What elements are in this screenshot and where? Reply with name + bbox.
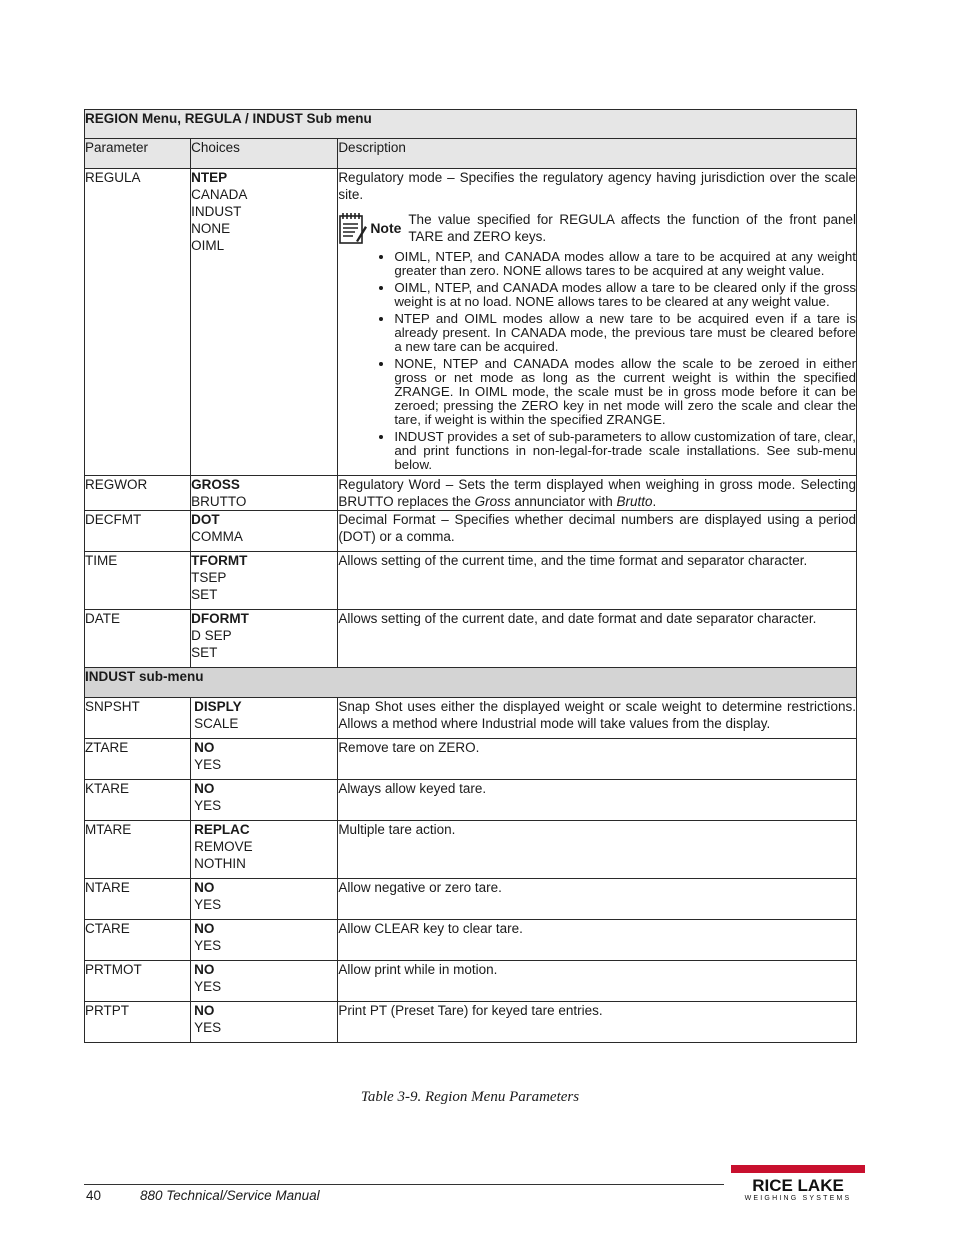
param-cell: SNPSHT xyxy=(85,698,191,739)
header-description: Description xyxy=(338,139,857,169)
table-row xyxy=(85,739,857,780)
footer-rule xyxy=(84,1184,724,1185)
choice: TSEP xyxy=(191,570,227,585)
param-cell: DATE xyxy=(85,610,191,668)
table-row xyxy=(85,879,857,920)
default-choice: DISPLY xyxy=(194,699,242,714)
choices-cell xyxy=(191,169,338,476)
choices-cell xyxy=(191,961,338,1002)
choices-cell xyxy=(191,476,338,511)
logo-wordmark: RICE LAKE xyxy=(752,1176,844,1195)
choices-cell xyxy=(191,879,338,920)
default-choice: DOT xyxy=(191,512,220,527)
param-cell: REGWOR xyxy=(85,476,191,511)
param-cell: TIME xyxy=(85,552,191,610)
choice: YES xyxy=(194,798,222,813)
note-label: Note xyxy=(370,219,402,236)
rice-lake-logo xyxy=(728,1165,868,1202)
indust-submenu-row xyxy=(85,668,857,698)
choice: YES xyxy=(194,757,222,772)
param-cell: DECFMT xyxy=(85,511,191,552)
table-row xyxy=(85,920,857,961)
choice: NOTHIN xyxy=(194,856,246,871)
choices-cell xyxy=(191,552,338,610)
description-text: annunciator with xyxy=(510,494,617,509)
choices-cell xyxy=(191,821,338,879)
param-cell: PRTMOT xyxy=(85,961,191,1002)
param-cell: KTARE xyxy=(85,780,191,821)
list-item: • OIML, NTEP, and CANADA modes allow a tare to be acquired at any weight greater than zero. NONE allows tares to be acquired at any weight value. xyxy=(394,250,856,278)
choices-cell xyxy=(191,739,338,780)
param-cell: ZTARE xyxy=(85,739,191,780)
logo-red-bar xyxy=(731,1165,865,1173)
description-cell xyxy=(338,169,857,476)
note-block xyxy=(338,211,856,245)
description-text: . xyxy=(652,494,657,509)
param-cell: REGULA xyxy=(85,169,191,476)
gross-term: Gross xyxy=(474,494,511,509)
default-choice: GROSS xyxy=(191,477,240,492)
choice: SCALE xyxy=(194,716,239,731)
default-choice: NO xyxy=(194,880,215,895)
default-choice: REPLAC xyxy=(194,822,250,837)
description-cell xyxy=(338,476,857,511)
table-row xyxy=(85,780,857,821)
notepad-icon xyxy=(338,211,368,245)
default-choice: DFORMT xyxy=(191,611,249,626)
description-cell: Remove tare on ZERO. xyxy=(338,739,857,780)
bullet-list xyxy=(338,250,856,472)
description-cell: Allow CLEAR key to clear tare. xyxy=(338,920,857,961)
note-icon xyxy=(338,211,408,245)
default-choice: NO xyxy=(194,740,215,755)
choice: REMOVE xyxy=(194,839,253,854)
description-cell: Snap Shot uses either the displayed weight or scale weight to determine restrictions. Allows a method where Industrial mode will take values from the display. xyxy=(338,698,857,739)
choice: COMMA xyxy=(191,529,243,544)
choice: YES xyxy=(194,979,222,994)
header-parameter: Parameter xyxy=(85,139,191,169)
list-item: • NONE, NTEP and CANADA modes allow the scale to be zeroed in either gross or net mode as long as the current weight is within the specified ZRANGE. In OIML mode, the scale must be in gross mode before it can be zeroed; pressing the ZERO key in net mode will zero the scale and clear the tare, if weight is within the specified ZRANGE. xyxy=(394,357,856,427)
list-item: • INDUST provides a set of sub-parameters to allow customization of tare, clear, and print functions in non-legal-for-trade scale installations. See sub-menu below. xyxy=(394,430,856,472)
choices-cell xyxy=(191,511,338,552)
default-choice: TFORMT xyxy=(191,553,248,568)
table-row xyxy=(85,698,857,739)
param-cell: NTARE xyxy=(85,879,191,920)
description-cell: Allow print while in motion. xyxy=(338,961,857,1002)
choices-cell xyxy=(191,698,338,739)
choices-cell xyxy=(191,610,338,668)
description-text: Regulatory Word – Sets the term displayed when weighing in gross mode. Selecting BRUTTO replaces the xyxy=(338,477,856,509)
description-cell: Multiple tare action. xyxy=(338,821,857,879)
choice: OIML xyxy=(191,238,225,253)
description-text: Regulatory mode – Specifies the regulatory agency having jurisdiction over the scale site. xyxy=(338,170,856,202)
choices-cell xyxy=(191,1002,338,1043)
table-row-regula xyxy=(85,169,857,476)
rows-group-region xyxy=(85,511,857,668)
choice: YES xyxy=(194,938,222,953)
table-row xyxy=(85,511,857,552)
header-choices: Choices xyxy=(191,139,338,169)
region-menu-table xyxy=(84,109,857,1043)
choice: YES xyxy=(194,1020,222,1035)
default-choice: NTEP xyxy=(191,170,228,185)
choice: NONE xyxy=(191,221,231,236)
choice: INDUST xyxy=(191,204,242,219)
page-number: 40 xyxy=(86,1188,102,1203)
list-item: • NTEP and OIML modes allow a new tare to be acquired even if a tare is already present. In CANADA mode, the previous tare must be cleared before a new tare can be acquired. xyxy=(394,312,856,354)
description-cell: Allow negative or zero tare. xyxy=(338,879,857,920)
table-header-row xyxy=(85,139,857,169)
choices-cell xyxy=(191,780,338,821)
table-row xyxy=(85,821,857,879)
default-choice: NO xyxy=(194,1003,215,1018)
manual-title: 880 Technical/Service Manual xyxy=(140,1188,320,1203)
default-choice: NO xyxy=(194,962,215,977)
note-text: The value specified for REGULA affects the function of the front panel TARE and ZERO keys. xyxy=(408,212,856,244)
param-cell: MTARE xyxy=(85,821,191,879)
choice: SET xyxy=(191,645,218,660)
description-cell: Decimal Format – Specifies whether decimal numbers are displayed using a period (DOT) or a comma. xyxy=(338,511,857,552)
table-row xyxy=(85,610,857,668)
table-title: REGION Menu, REGULA / INDUST Sub menu xyxy=(85,110,857,139)
default-choice: NO xyxy=(194,781,215,796)
logo-subtitle: WEIGHING SYSTEMS xyxy=(744,1195,852,1202)
table-row xyxy=(85,961,857,1002)
choice: SET xyxy=(191,587,218,602)
default-choice: NO xyxy=(194,921,215,936)
description-cell: Allows setting of the current time, and the time format and separator character. xyxy=(338,552,857,610)
table-row xyxy=(85,552,857,610)
description-cell: Print PT (Preset Tare) for keyed tare entries. xyxy=(338,1002,857,1043)
rows-group-indust xyxy=(85,698,857,1043)
table-row xyxy=(85,1002,857,1043)
list-item: • OIML, NTEP, and CANADA modes allow a tare to be cleared only if the gross weight is at no load. NONE allows tares to be cleared at any weight value. xyxy=(394,281,856,309)
brutto-term: Brutto xyxy=(616,494,653,509)
param-cell: PRTPT xyxy=(85,1002,191,1043)
choices-cell xyxy=(191,920,338,961)
table-title-row xyxy=(85,110,857,139)
choice: BRUTTO xyxy=(191,494,247,509)
param-cell: CTARE xyxy=(85,920,191,961)
table-row-regwor xyxy=(85,476,857,511)
table-caption: Table 3-9. Region Menu Parameters xyxy=(360,1089,580,1105)
description-cell: Always allow keyed tare. xyxy=(338,780,857,821)
choice: D SEP xyxy=(191,628,232,643)
choice: CANADA xyxy=(191,187,248,202)
choice: YES xyxy=(194,897,222,912)
indust-submenu-title: INDUST sub-menu xyxy=(85,668,857,698)
description-cell: Allows setting of the current date, and date format and date separator character. xyxy=(338,610,857,668)
